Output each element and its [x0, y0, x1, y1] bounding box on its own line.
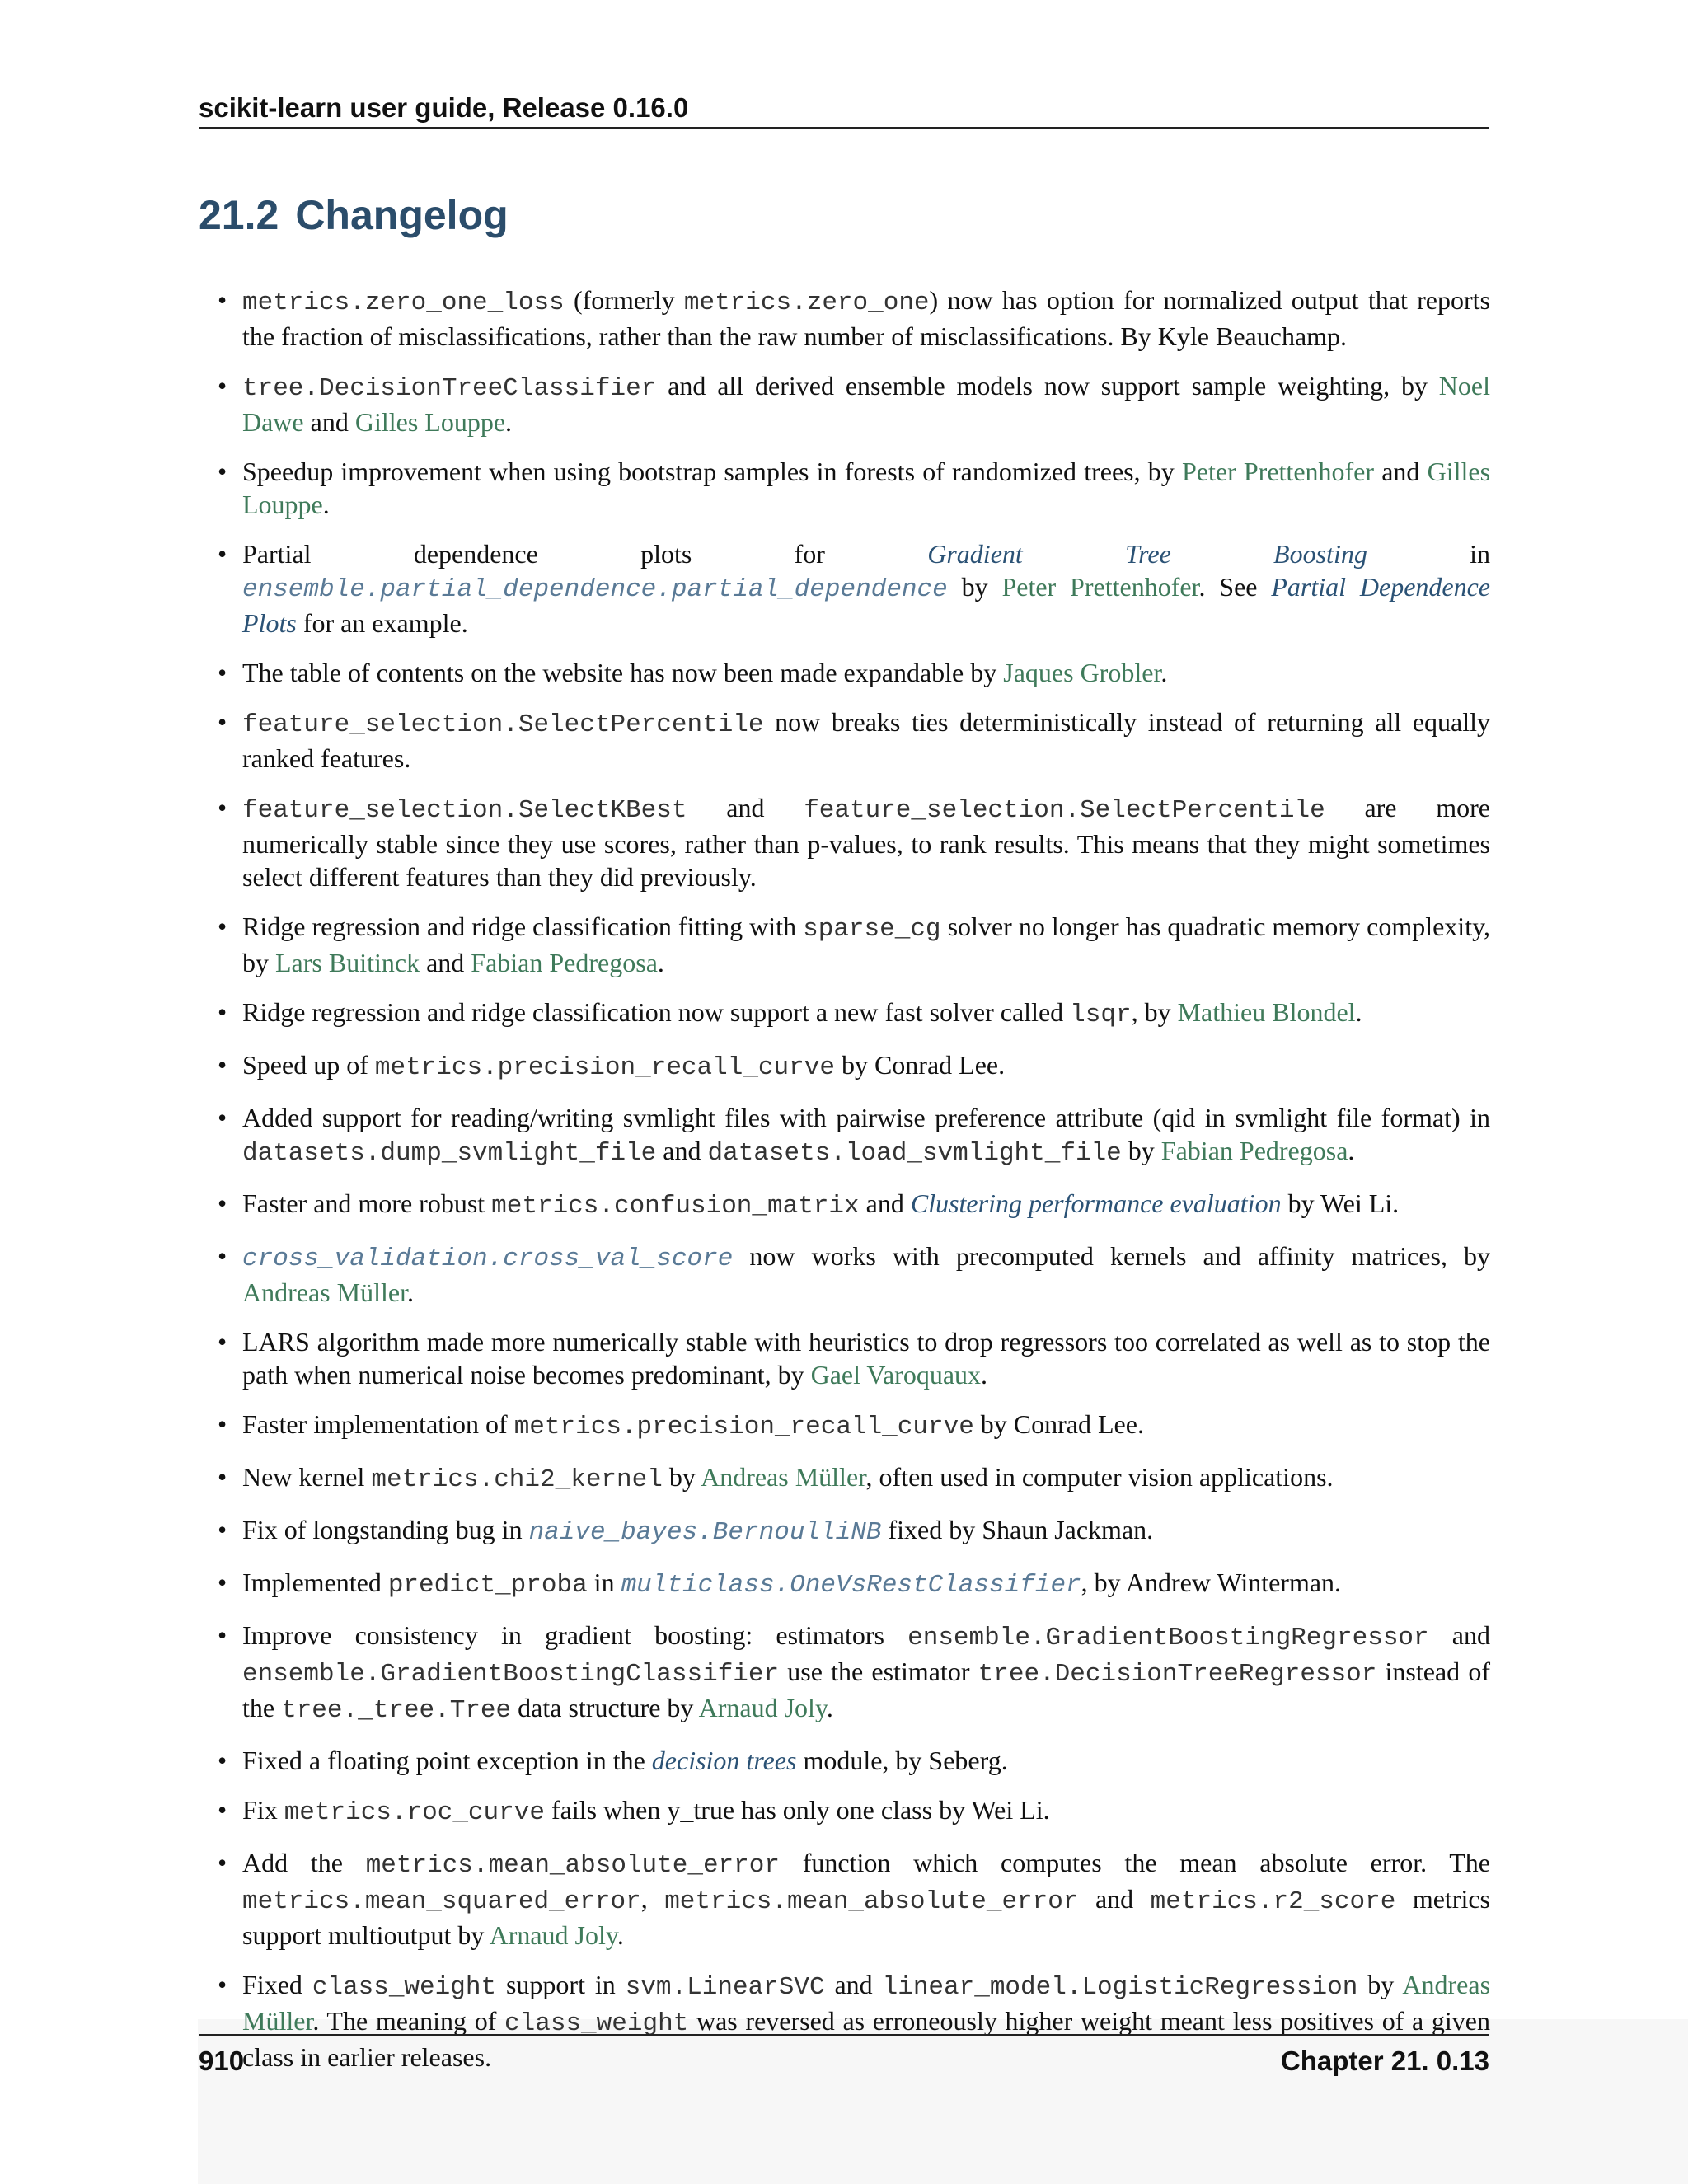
- item-text: by Wei Li.: [1281, 1188, 1400, 1218]
- item-text: and: [824, 1970, 883, 1999]
- chapter-label: Chapter 21. 0.13: [1280, 2046, 1489, 2076]
- code-ref: ensemble.GradientBoostingRegressor: [907, 1624, 1429, 1652]
- changelog-item: [242, 1793, 1490, 1830]
- changelog-item: [242, 1566, 1490, 1602]
- section-number: 21.2: [199, 192, 279, 238]
- code-ref: class_weight: [312, 1973, 497, 2002]
- item-text: data structure by: [511, 1693, 699, 1722]
- item-text: now breaks ties deterministically instead of returning all equally ranked features.: [242, 707, 1490, 773]
- item-text: Improve consistency in gradient boosting: estimators: [242, 1620, 908, 1650]
- item-text: ,: [640, 1884, 665, 1914]
- item-text: by: [1121, 1136, 1161, 1165]
- item-text: and: [1428, 1620, 1491, 1650]
- item-text: Ridge regression and ridge classification now support a new fast solver called: [242, 997, 1071, 1027]
- code-ref: metrics.mean_absolute_error: [365, 1851, 780, 1880]
- api-link[interactable]: ensemble.partial_dependence.partial_dependence: [242, 575, 948, 604]
- page-number: 910: [199, 2046, 245, 2076]
- changelog-item: [242, 1048, 1490, 1085]
- changelog-item: [242, 1325, 1490, 1391]
- code-ref: datasets.dump_svmlight_file: [242, 1139, 657, 1168]
- changelog-item: [242, 656, 1490, 689]
- author-link[interactable]: Lars Buitinck: [275, 948, 420, 977]
- item-text: (formerly: [564, 285, 684, 315]
- author-link[interactable]: Andreas Müller: [701, 1462, 866, 1492]
- item-text: in: [587, 1568, 621, 1597]
- item-text: and: [656, 1136, 708, 1165]
- changelog-item: [242, 1846, 1490, 1952]
- doc-link[interactable]: Partial Dependence Plots: [242, 572, 1491, 638]
- code-ref: metrics.mean_absolute_error: [664, 1887, 1079, 1916]
- item-text: function which computes the mean absolute error. The: [779, 1848, 1491, 1877]
- item-text: and: [1078, 1884, 1151, 1914]
- item-text: and: [687, 793, 804, 823]
- item-text: was reversed as erroneously higher weight meant less positives of a given class in earlier releases.: [242, 2006, 1491, 2072]
- item-text: solver no longer has quadratic memory complexity, by: [242, 912, 1491, 977]
- changelog-item: [242, 996, 1490, 1032]
- author-link[interactable]: Gael Varoquaux: [810, 1360, 982, 1390]
- item-text: Added support for reading/writing svmlight files with pairwise preference attribute (qid in svmlight file format) in: [242, 1103, 1490, 1132]
- code-ref: predict_proba: [387, 1571, 588, 1600]
- code-ref: metrics.r2_score: [1150, 1887, 1396, 1916]
- doc-link[interactable]: decision trees: [651, 1746, 797, 1775]
- item-text: Ridge regression and ridge classification fitting with: [242, 912, 804, 941]
- code-ref: tree.DecisionTreeClassifier: [242, 374, 657, 403]
- doc-link[interactable]: Clustering performance evaluation: [910, 1188, 1282, 1218]
- item-text: Speedup improvement when using bootstrap samples in forests of randomized trees, by: [242, 457, 1182, 486]
- item-text: Faster implementation of: [242, 1409, 514, 1439]
- item-text: .: [1355, 997, 1362, 1027]
- item-text: Fix of longstanding bug in: [242, 1515, 529, 1544]
- code-ref: feature_selection.SelectKBest: [242, 796, 687, 825]
- item-text: .: [826, 1693, 833, 1722]
- item-text: ) now has option for normalized output that reports the fraction of misclassifications, rather than the raw number of misclassifications. By Kyle Beauchamp.: [242, 285, 1491, 351]
- item-text: . The meaning of: [312, 2006, 505, 2036]
- item-text: .: [981, 1360, 988, 1390]
- author-link[interactable]: Noel Dawe: [242, 371, 1490, 437]
- item-text: , by Andrew Winterman.: [1081, 1568, 1342, 1597]
- item-text: .: [1348, 1136, 1355, 1165]
- item-text: .: [617, 1920, 624, 1950]
- section-title: Changelog: [295, 192, 509, 238]
- item-text: instead of the: [242, 1657, 1490, 1722]
- author-link[interactable]: Jaques Grobler: [1003, 658, 1161, 687]
- code-ref: feature_selection.SelectPercentile: [804, 796, 1325, 825]
- author-link[interactable]: Peter Prettenhofer: [1181, 457, 1375, 486]
- changelog-item: [242, 1513, 1490, 1549]
- author-link[interactable]: Fabian Pedregosa: [1160, 1136, 1348, 1165]
- api-link[interactable]: multiclass.OneVsRestClassifier: [621, 1571, 1081, 1600]
- item-text: .: [505, 407, 513, 437]
- item-text: are more numerically stable since they use scores, rather than p-values, to rank results. This means that they might sometimes select different features than they did previously.: [242, 793, 1490, 892]
- item-text: fails when y_true has only one class by Wei Li.: [544, 1795, 1050, 1825]
- item-text: Faster and more robust: [242, 1188, 492, 1218]
- item-text: and: [303, 407, 355, 437]
- api-link[interactable]: naive_bayes.BernoulliNB: [528, 1518, 882, 1547]
- item-text: and: [420, 948, 471, 977]
- item-text: .: [406, 1277, 414, 1307]
- item-text: , by: [1131, 997, 1178, 1027]
- item-text: in: [1367, 539, 1491, 569]
- item-text: Add the: [242, 1848, 366, 1877]
- item-text: and: [1374, 457, 1428, 486]
- changelog-list: [242, 284, 1490, 2090]
- section-heading: [199, 191, 509, 239]
- item-text: . See: [1198, 572, 1272, 602]
- code-ref: metrics.precision_recall_curve: [513, 1413, 974, 1441]
- item-text: by Conrad Lee.: [973, 1409, 1144, 1439]
- item-text: and: [859, 1188, 911, 1218]
- changelog-item: [242, 1460, 1490, 1497]
- doc-link[interactable]: Gradient Tree Boosting: [927, 539, 1367, 569]
- code-ref: ensemble.GradientBoostingClassifier: [242, 1660, 780, 1689]
- author-link[interactable]: Andreas Müller: [242, 1277, 407, 1307]
- running-header: [199, 92, 1489, 129]
- changelog-item: [242, 1619, 1490, 1727]
- changelog-item: [242, 705, 1490, 775]
- code-ref: metrics.mean_squared_error: [242, 1887, 641, 1916]
- item-text: and all derived ensemble models now support sample weighting, by: [656, 371, 1439, 401]
- code-ref: metrics.zero_one: [683, 288, 930, 317]
- item-text: by: [1357, 1970, 1403, 1999]
- item-text: , often used in computer vision applications.: [865, 1462, 1334, 1492]
- item-text: .: [1160, 658, 1168, 687]
- item-text: metrics support multioutput by: [242, 1884, 1491, 1950]
- api-link[interactable]: cross_validation.cross_val_score: [242, 1244, 734, 1273]
- changelog-item: [242, 1744, 1490, 1777]
- code-ref: metrics.precision_recall_curve: [374, 1053, 835, 1082]
- item-text: Speed up of: [242, 1050, 375, 1080]
- changelog-item: [242, 284, 1490, 353]
- changelog-item: [242, 791, 1490, 893]
- changelog-item: [242, 1408, 1490, 1444]
- author-link[interactable]: Mathieu Blondel: [1177, 997, 1356, 1027]
- code-ref: svm.LinearSVC: [625, 1973, 825, 2002]
- item-text: by: [947, 572, 1002, 602]
- item-text: LARS algorithm made more numerically stable with heuristics to drop regressors too correlated as well as to stop the path when numerical noise becomes predominant, by: [242, 1327, 1490, 1390]
- item-text: fixed by Shaun Jackman.: [881, 1515, 1154, 1544]
- changelog-item: [242, 1240, 1490, 1309]
- author-link[interactable]: Arnaud Joly: [698, 1693, 827, 1722]
- changelog-item: [242, 537, 1490, 640]
- code-ref: sparse_cg: [803, 915, 941, 944]
- item-text: New kernel: [242, 1462, 372, 1492]
- item-text: Partial dependence plots for: [242, 539, 928, 569]
- author-link[interactable]: Arnaud Joly: [489, 1920, 617, 1950]
- item-text: .: [322, 490, 330, 519]
- item-text: by: [662, 1462, 701, 1492]
- item-text: now works with precomputed kernels and affinity matrices, by: [733, 1241, 1490, 1271]
- item-text: The table of contents on the website has now been made expandable by: [242, 658, 1004, 687]
- header-title: scikit-learn user guide, Release 0.16.0: [199, 92, 689, 123]
- item-text: for an example.: [296, 608, 468, 638]
- item-text: .: [657, 948, 664, 977]
- item-text: Fix: [242, 1795, 284, 1825]
- author-link[interactable]: Gilles Louppe: [354, 407, 506, 437]
- changelog-item: [242, 1187, 1490, 1223]
- changelog-item: [242, 1101, 1490, 1170]
- item-text: by Conrad Lee.: [834, 1050, 1006, 1080]
- code-ref: metrics.chi2_kernel: [371, 1465, 663, 1494]
- item-text: support in: [496, 1970, 626, 1999]
- code-ref: datasets.load_svmlight_file: [707, 1139, 1122, 1168]
- item-text: module, by Seberg.: [796, 1746, 1008, 1775]
- code-ref: feature_selection.SelectPercentile: [242, 710, 764, 739]
- code-ref: metrics.zero_one_loss: [242, 288, 565, 317]
- item-text: Implemented: [242, 1568, 388, 1597]
- item-text: Fixed: [242, 1970, 312, 1999]
- item-text: use the estimator: [779, 1657, 978, 1686]
- code-ref: metrics.roc_curve: [284, 1798, 545, 1827]
- page-footer: [199, 2034, 1489, 2077]
- changelog-item: [242, 455, 1490, 521]
- author-link[interactable]: Fabian Pedregosa: [471, 948, 658, 977]
- code-ref: tree._tree.Tree: [281, 1696, 512, 1725]
- changelog-item: [242, 369, 1490, 438]
- code-ref: tree.DecisionTreeRegressor: [978, 1660, 1377, 1689]
- item-text: Fixed a floating point exception in the: [242, 1746, 652, 1775]
- code-ref: class_weight: [504, 2009, 689, 2038]
- changelog-item: [242, 910, 1490, 979]
- code-ref: lsqr: [1070, 1001, 1132, 1029]
- code-ref: linear_model.LogisticRegression: [882, 1973, 1358, 2002]
- author-link[interactable]: Peter Prettenhofer: [1001, 572, 1199, 602]
- code-ref: metrics.confusion_matrix: [491, 1192, 860, 1221]
- author-link[interactable]: Andreas Müller: [242, 1970, 1491, 2036]
- author-link[interactable]: Gilles Louppe: [242, 457, 1491, 519]
